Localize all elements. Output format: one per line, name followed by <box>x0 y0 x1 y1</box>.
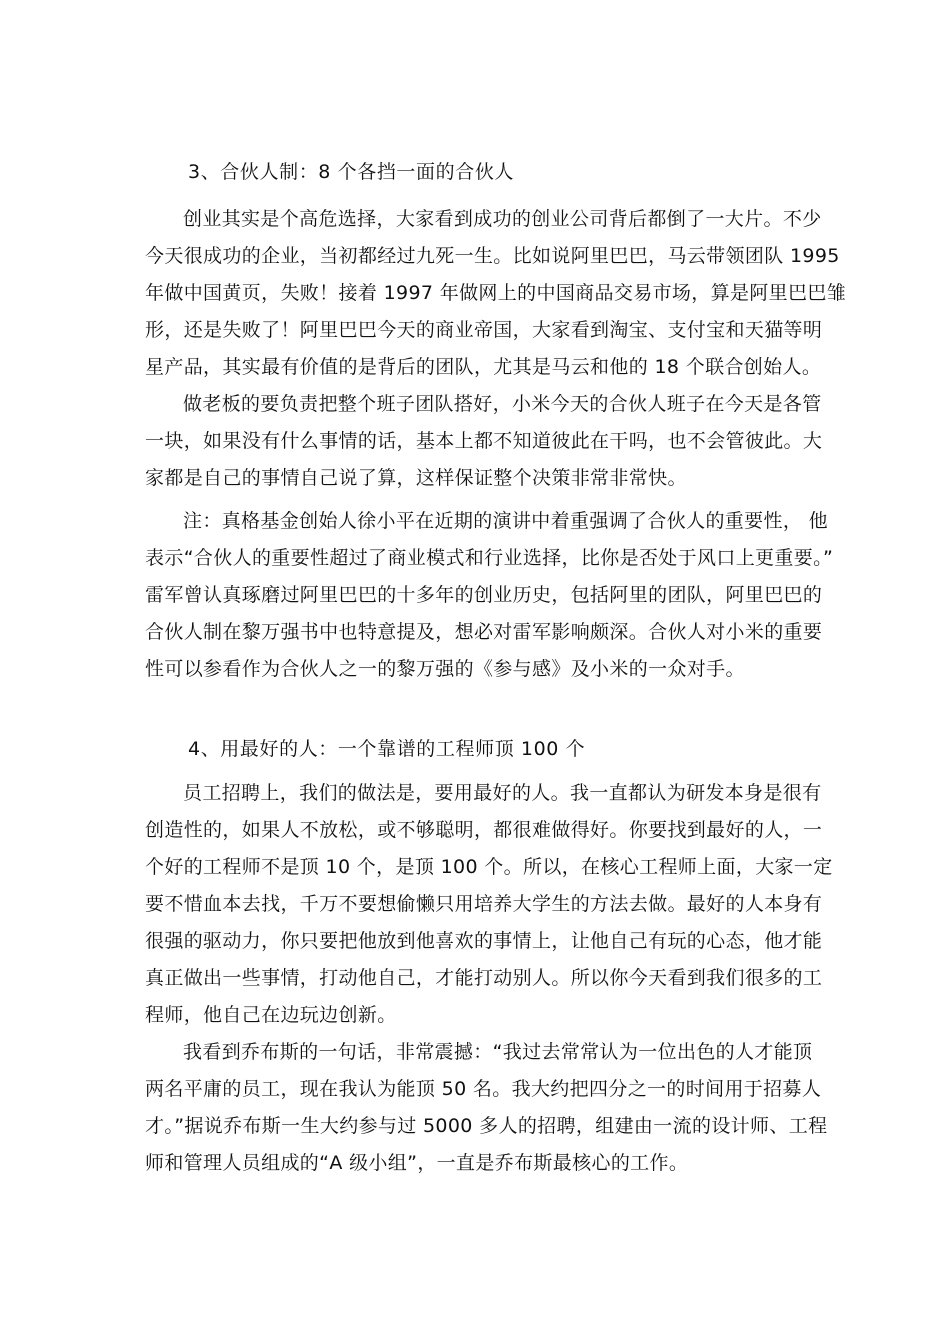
s4-p1-line-7: 程师，他自己在边玩边创新。 <box>145 1004 397 1026</box>
s3-p2-line-2: 一块，如果没有什么事情的话，基本上都不知道彼此在干吗，也不会管彼此。大 <box>145 430 823 452</box>
s3-note-line-2: 表示“合伙人的重要性超过了商业模式和行业选择，比你是否处于风口上更重要。” <box>145 547 834 569</box>
s3-p1-line-2: 今天很成功的企业，当初都经过九死一生。比如说阿里巴巴，马云带领团队 1995 <box>145 245 840 267</box>
s4-p2-line-2: 两名平庸的员工，现在我认为能顶 50 名。我大约把四分之一的时间用于招募人 <box>145 1078 822 1100</box>
section-4-heading: 4、用最好的人：一个靠谱的工程师顶 100 个 <box>188 738 586 760</box>
section-3-heading: 3、合伙人制：8 个各挡一面的合伙人 <box>188 161 515 183</box>
s3-p1-line-5: 星产品，其实最有价值的是背后的团队，尤其是马云和他的 18 个联合创始人。 <box>145 356 822 378</box>
s3-p2-line-3: 家都是自己的事情自己说了算，这样保证整个决策非常非常快。 <box>145 467 687 489</box>
s3-note-line-3: 雷军曾认真琢磨过阿里巴巴的十多年的创业历史，包括阿里的团队，阿里巴巴的 <box>145 584 823 606</box>
s4-p1-line-3: 个好的工程师不是顶 10 个，是顶 100 个。所以，在核心工程师上面，大家一定 <box>145 856 833 878</box>
s4-p1-line-5: 很强的驱动力，你只要把他放到他喜欢的事情上，让他自己有玩的心态，他才能 <box>145 930 823 952</box>
s4-p2-line-4: 师和管理人员组成的“A 级小组”，一直是乔布斯最核心的工作。 <box>145 1152 689 1174</box>
s3-p2-line-1: 做老板的要负责把整个班子团队搭好，小米今天的合伙人班子在今天是各管 <box>183 393 822 415</box>
s4-p1-line-1: 员工招聘上，我们的做法是，要用最好的人。我一直都认为研发本身是很有 <box>183 782 822 804</box>
s4-p2-line-1: 我看到乔布斯的一句话，非常震撼：“我过去常常认为一位出色的人才能顶 <box>183 1041 813 1063</box>
s3-note-line-1: 注：真格基金创始人徐小平在近期的演讲中着重强调了合伙人的重要性， 他 <box>183 510 828 532</box>
s3-note-line-5: 性可以参看作为合伙人之一的黎万强的《参与感》及小米的一众对手。 <box>145 658 745 680</box>
s3-p1-line-4: 形，还是失败了！阿里巴巴今天的商业帝国，大家看到淘宝、支付宝和天猫等明 <box>145 319 823 341</box>
s4-p1-line-6: 真正做出一些事情，打动他自己，才能打动别人。所以你今天看到我们很多的工 <box>145 967 823 989</box>
s4-p2-line-3: 才。”据说乔布斯一生大约参与过 5000 多人的招聘，组建由一流的设计师、工程 <box>145 1115 828 1137</box>
s3-p1-line-3: 年做中国黄页，失败！接着 1997 年做网上的中国商品交易市场，算是阿里巴巴雏 <box>145 282 847 304</box>
s4-p1-line-4: 要不惜血本去找，千万不要想偷懒只用培养大学生的方法去做。最好的人本身有 <box>145 893 823 915</box>
s4-p1-line-2: 创造性的，如果人不放松，或不够聪明，都很难做得好。你要找到最好的人，一 <box>145 819 823 841</box>
s3-p1-line-1: 创业其实是个高危选择，大家看到成功的创业公司背后都倒了一大片。不少 <box>183 208 822 230</box>
s3-note-line-4: 合伙人制在黎万强书中也特意提及，想必对雷军影响颇深。合伙人对小米的重要 <box>145 621 823 643</box>
